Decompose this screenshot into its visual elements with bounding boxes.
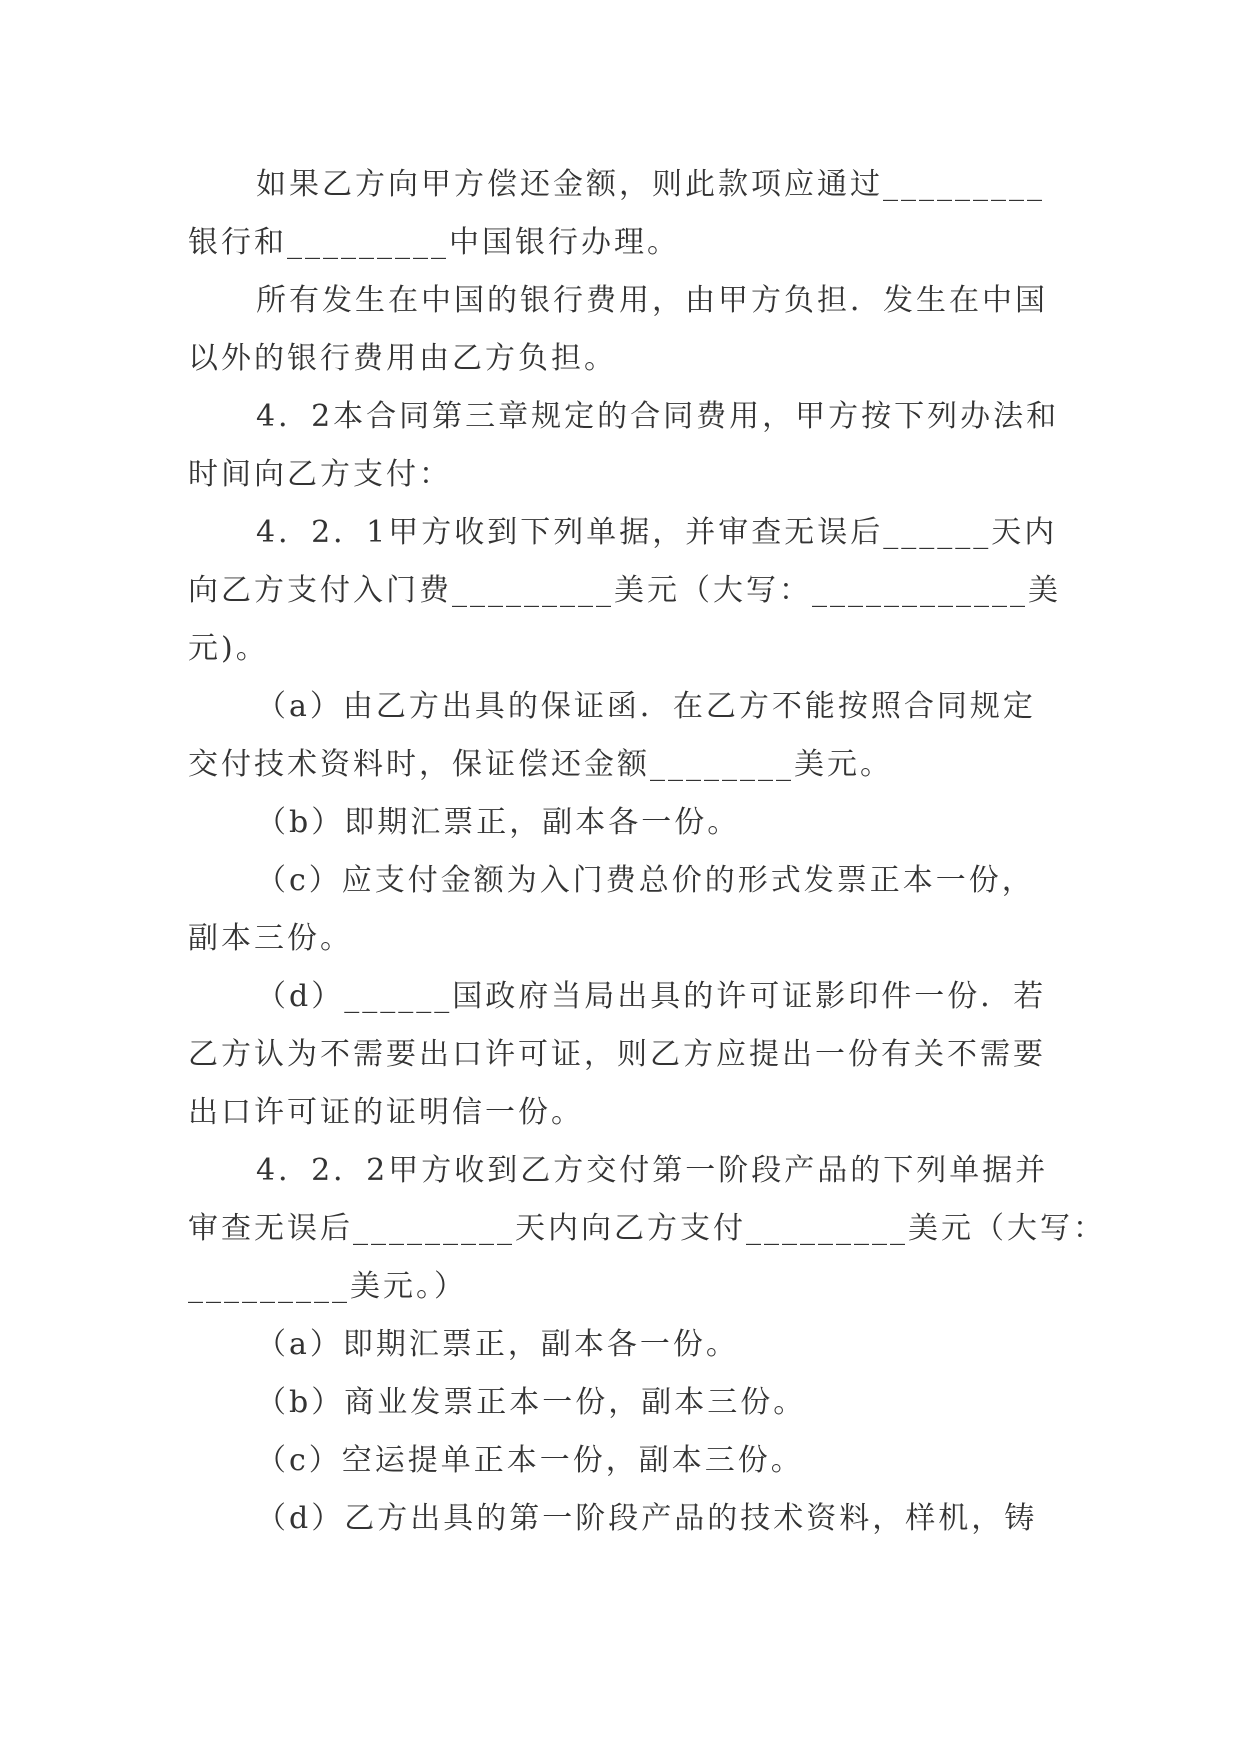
text-line: 时间向乙方支付：	[188, 457, 452, 492]
text-line: 审查无误后_________天内向乙方支付_________美元（大写：	[188, 1211, 1106, 1246]
text-line: _________美元。）	[188, 1269, 467, 1304]
text-line: 银行和_________中国银行办理。	[188, 225, 680, 260]
text-line: 如果乙方向甲方偿还金额，则此款项应通过_________	[256, 167, 1045, 202]
text-line: 向乙方支付入门费_________美元（大写：____________美	[188, 573, 1061, 608]
text-line: （a）由乙方出具的保证函．在乙方不能按照合同规定	[256, 689, 1036, 724]
text-line: （c）应支付金额为入门费总价的形式发票正本一份，	[256, 863, 1035, 898]
text-line: （d）乙方出具的第一阶段产品的技术资料，样机，铸	[256, 1501, 1038, 1536]
text-line: 4．2．1甲方收到下列单据，并审查无误后______天内	[256, 515, 1058, 550]
text-line: 4．2．2甲方收到乙方交付第一阶段产品的下列单据并	[256, 1153, 1049, 1188]
text-line: （a）即期汇票正，副本各一份。	[256, 1327, 739, 1362]
text-line: 所有发生在中国的银行费用，由甲方负担．发生在中国	[256, 283, 1048, 318]
text-line: 4．2本合同第三章规定的合同费用，甲方按下列办法和	[256, 399, 1060, 434]
text-line: 出口许可证的证明信一份。	[188, 1095, 584, 1130]
text-line: 副本三份。	[188, 921, 353, 956]
text-line: 乙方认为不需要出口许可证，则乙方应提出一份有关不需要	[188, 1037, 1046, 1072]
text-line: （d）______国政府当局出具的许可证影印件一份．若	[256, 979, 1047, 1014]
text-line: （b）商业发票正本一份，副本三份。	[256, 1385, 807, 1420]
text-line: （c）空运提单正本一份，副本三份。	[256, 1443, 804, 1478]
document-page	[188, 156, 1106, 1548]
text-line: 以外的银行费用由乙方负担。	[188, 341, 617, 376]
text-line: 交付技术资料时，保证偿还金额________美元。	[188, 747, 893, 782]
text-line: 元)。	[188, 631, 269, 666]
text-line: （b）即期汇票正，副本各一份。	[256, 805, 741, 840]
